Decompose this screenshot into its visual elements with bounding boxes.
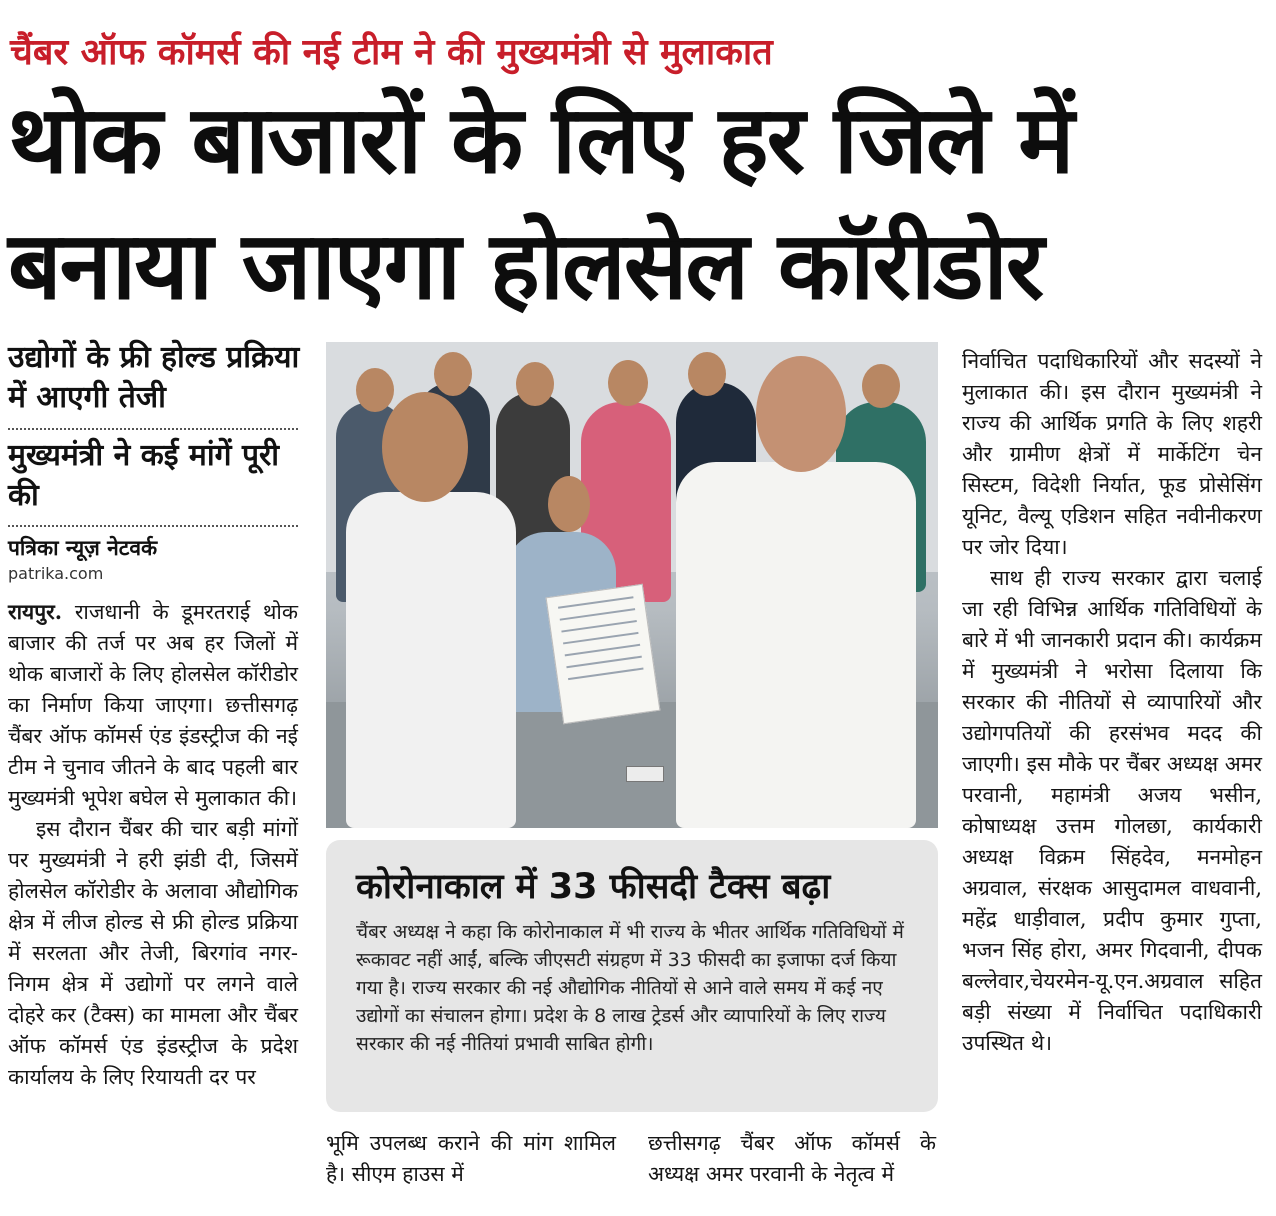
person-head <box>548 476 590 532</box>
news-photo <box>326 342 938 828</box>
article-paragraph: भूमि उपलब्ध कराने की मांग शामिल है। सीएम हाउस में <box>326 1131 616 1186</box>
main-headline-line-1: थोक बाजारों के लिए हर जिले में <box>8 86 1073 195</box>
person-head <box>862 364 900 408</box>
wall-socket <box>626 766 664 782</box>
article-paragraph: इस दौरान चैंबर की चार बड़ी मांगों पर मुख्यमंत्री ने हरी झंडी दी, जिसमें होलसेल कॉरोडीर के अलावा औद्योगिक क्षेत्र में लीज होल्ड से फ्री होल्ड प्रक्रिया में सरलता और तेजी, बिरगांव नगर-निगम क्षेत्र में उद्योगों पर लगने वाले दोहरे कर (टैक्स) का मामला और चैंबर ऑफ कॉमर्स एंड इंडस्ट्रीज के प्रदेश कार्यालय के लिए रियायती दर पर <box>8 817 298 1089</box>
article-column-mid-b <box>648 1128 936 1190</box>
site-name: patrika.com <box>8 564 104 583</box>
byline: पत्रिका न्यूज़ नेटवर्क <box>8 536 158 560</box>
dotted-divider <box>8 428 298 430</box>
article-paragraph: राजधानी के डूमरतराई थोक बाजार की तर्ज पर अब हर जिलों में थोक बाजारों के लिए होलसेल कॉरीडोर का निर्माण किया जाएगा। छत्तीसगढ़ चैंबर ऑफ कॉमर्स एंड इंडस्ट्रीज की नई टीम ने चुनाव जीतने के बाद पहली बार मुख्यमंत्री भूपेश बघेल से मुलाकात की। <box>8 600 298 810</box>
person-head <box>516 362 554 406</box>
person-figure <box>346 492 516 828</box>
person-head <box>756 356 846 472</box>
dateline-place: रायपुर. <box>8 599 63 624</box>
subheading-1: उद्योगों के फ्री होल्ड प्रक्रिया में आएगी तेजी <box>8 340 300 415</box>
subheading-2: मुख्यमंत्री ने कई मांगें पूरी की <box>8 438 280 513</box>
sidebar-box <box>326 840 938 1112</box>
article-paragraph: साथ ही राज्य सरकार द्वारा चलाई जा रही विभिन्न आर्थिक गतिविधियों के बारे में भी जानकारी प्रदान की। कार्यक्रम में मुख्यमंत्री ने भरोसा दिलाया कि सरकार की नीतियों से व्यापारियों और उद्योगपतियों की हरसंभव मदद की जाएगी। इस मौके पर चैंबर अध्यक्ष अमर परवानी, महामंत्री अजय भसीन, कोषाध्यक्ष उत्तम गोलछा, कार्यकारी अध्यक्ष विक्रम सिंहदेव, मनमोहन अग्रवाल, संरक्षक आसुदामल वाधवानी, महेंद्र धाड़ीवाल, प्रदीप कुमार गुप्ता, भजन सिंह होरा, अमर गिदवानी, दीपक बल्लेवार,चेयरमेन-यू.एन.अग्रवाल सहित बड़ी संख्या में निर्वाचित पदाधिकारी उपस्थित थे। <box>962 566 1262 1055</box>
memorandum-document <box>546 584 661 724</box>
person-head <box>688 352 726 396</box>
person-head <box>434 352 472 396</box>
person-head <box>356 368 394 412</box>
person-head <box>608 360 648 406</box>
sidebar-box-title: कोरोनाकाल में 33 फीसदी टैक्स बढ़ा <box>356 867 831 907</box>
sidebar-box-text: चैंबर अध्यक्ष ने कहा कि कोरोनाकाल में भी राज्य के भीतर आर्थिक गतिविधियों में रूकावट नहीं आईं, बल्कि जीएसटी संग्रहण में 33 फीसदी का इजाफा दर्ज किया गया है। राज्य सरकार की नई औद्योगिक नीतियों से आने वाले समय में कई नए उद्योगों का संचालन होगा। प्रदेश के 8 लाख ट्रेडर्स और व्यापारियों के लिए राज्य सरकार की नई नीतियां प्रभावी साबित होगी। <box>356 921 904 1055</box>
article-paragraph: छत्तीसगढ़ चैंबर ऑफ कॉमर्स के अध्यक्ष अमर परवानी के नेतृत्व में <box>648 1131 936 1186</box>
main-headline-line-2: बनाया जाएगा होलसेल कॉरीडोर <box>8 212 1043 321</box>
article-paragraph: निर्वाचित पदाधिकारियों और सदस्यों ने मुलाकात की। इस दौरान मुख्यमंत्री ने राज्य की आर्थिक प्रगति के लिए शहरी और ग्रामीण क्षेत्रों में मार्केटिंग चेन सिस्टम, विदेशी निर्यात, फूड प्रोसेसिंग यूनिट, वैल्यू एडिशन सहित नवीनीकरण पर जोर दिया। <box>962 349 1262 559</box>
kicker-headline: चैंबर ऑफ कॉमर्स की नई टीम ने की मुख्यमंत्री से मुलाकात <box>10 32 773 73</box>
person-head <box>382 392 468 502</box>
dotted-divider <box>8 525 298 527</box>
article-column-left <box>8 596 298 1093</box>
article-column-right <box>962 346 1262 1059</box>
article-column-mid-a <box>326 1128 616 1190</box>
person-figure <box>676 462 916 828</box>
